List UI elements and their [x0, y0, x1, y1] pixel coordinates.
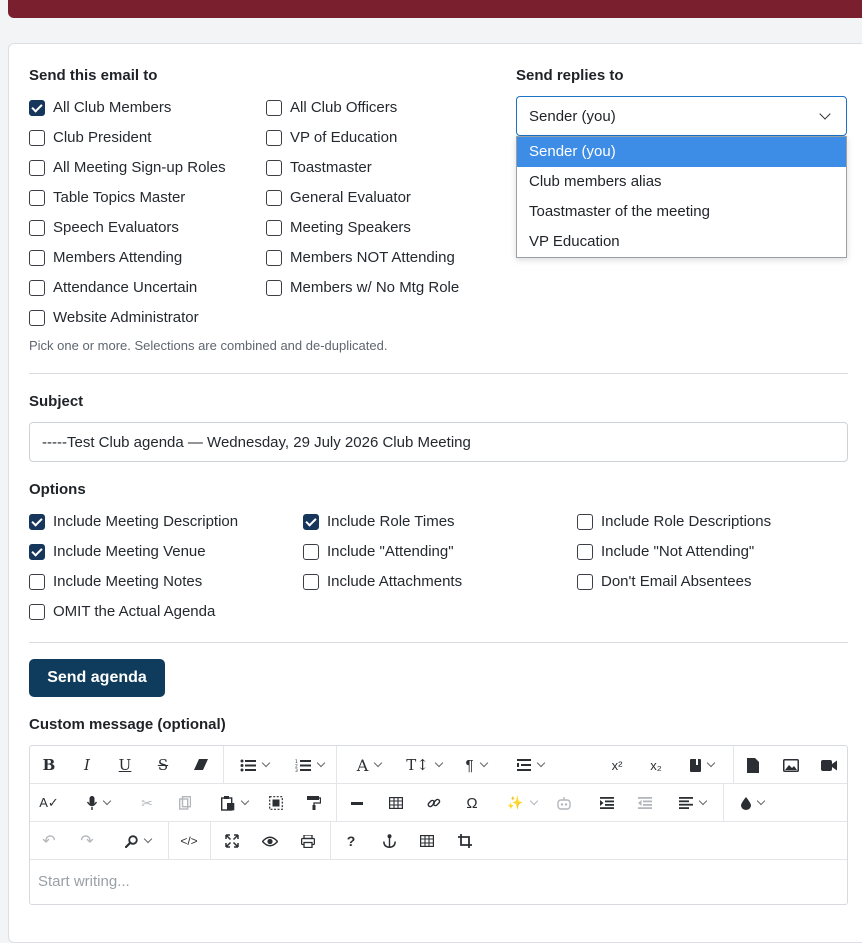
table-icon[interactable] [383, 784, 409, 822]
reply-option-club-members-alias[interactable]: Club members alias [529, 173, 662, 190]
option-don-t-email-absentees[interactable] [577, 573, 751, 590]
checkbox-label: VP of Education [290, 129, 398, 146]
option-include-attachments[interactable] [303, 573, 462, 590]
reply-to-selected-value: Sender (you) [529, 107, 616, 125]
checkbox[interactable] [29, 220, 45, 236]
checkbox-label: Include Meeting Venue [53, 543, 206, 560]
checkbox[interactable] [29, 574, 45, 590]
svg-text:2: 2 [294, 764, 298, 769]
checkbox-label: Include Attachments [327, 573, 463, 590]
recipient-vp-of-education[interactable] [266, 129, 397, 146]
checkbox[interactable] [577, 514, 593, 530]
recipient-table-topics-master[interactable] [29, 189, 185, 206]
bullet-list-icon[interactable] [230, 746, 278, 784]
recipient-club-president[interactable] [29, 129, 151, 146]
checkbox-label: Table Topics Master [53, 189, 186, 206]
checkbox[interactable] [266, 220, 282, 236]
checkbox-label: Members NOT Attending [290, 249, 455, 266]
checkbox[interactable] [29, 310, 45, 326]
checkbox[interactable] [29, 280, 45, 296]
checkbox[interactable] [266, 250, 282, 266]
checkbox[interactable] [29, 190, 45, 206]
horizontal-rule-icon[interactable] [344, 784, 370, 822]
paste-icon[interactable] [210, 784, 258, 822]
checkbox-label: General Evaluator [290, 189, 411, 206]
option-omit-the-actual-agenda[interactable] [29, 603, 215, 620]
bold-icon[interactable]: B [42, 756, 56, 774]
eraser-icon[interactable] [188, 746, 214, 784]
paragraph-icon[interactable]: ¶ [454, 746, 498, 784]
checkbox[interactable] [29, 514, 45, 530]
checkbox-label: All Club Officers [290, 99, 398, 116]
font-icon[interactable]: A [345, 746, 393, 784]
custom-message-label: Custom message (optional) [29, 716, 226, 733]
recipient-all-club-officers[interactable] [266, 99, 397, 116]
checkbox-label: Include Role Times [327, 513, 455, 530]
toolbar-row-1 [30, 746, 847, 784]
recipients-label: Send this email to [29, 67, 158, 84]
recipient-meeting-speakers[interactable] [266, 219, 411, 236]
recipient-members-w-no-mtg-role[interactable] [266, 279, 459, 296]
editor-placeholder[interactable]: Start writing... [38, 873, 130, 890]
microphone-icon[interactable] [74, 784, 122, 822]
find-icon[interactable] [114, 822, 162, 860]
copy-format-icon[interactable] [680, 746, 724, 784]
subject-label: Subject [29, 393, 84, 410]
reply-to-select[interactable] [516, 96, 847, 136]
checkbox-label: Attendance Uncertain [53, 279, 198, 296]
checkbox-label: Meeting Speakers [290, 219, 411, 236]
option-include-attending[interactable] [303, 543, 454, 560]
option-include-role-descriptions[interactable] [577, 513, 771, 530]
anchor-icon[interactable] [376, 822, 402, 860]
checkbox[interactable] [29, 604, 45, 620]
recipient-general-evaluator[interactable] [266, 189, 411, 206]
recipient-members-not-attending[interactable] [266, 249, 455, 266]
checkbox[interactable] [266, 100, 282, 116]
checkbox-label: OMIT the Actual Agenda [53, 603, 216, 620]
checkbox-label: Toastmaster [290, 159, 372, 176]
chevron-down-icon [819, 108, 830, 119]
option-include-not-attending[interactable] [577, 543, 754, 560]
option-include-role-times[interactable] [303, 513, 455, 530]
option-include-meeting-notes[interactable] [29, 573, 202, 590]
ai-bot-icon[interactable] [551, 784, 577, 822]
recipient-toastmaster[interactable] [266, 159, 372, 176]
checkbox-label: Speech Evaluators [53, 219, 179, 236]
divider [29, 373, 848, 374]
help-icon[interactable]: ? [346, 833, 356, 849]
underline-icon[interactable]: U [118, 756, 132, 774]
option-include-meeting-venue[interactable] [29, 543, 206, 560]
replies-label: Send replies to [516, 67, 624, 84]
recipients-hint: Pick one or more. Selections are combined and de-duplicated. [29, 338, 388, 353]
special-char-icon[interactable]: Ω [466, 794, 478, 812]
checkbox[interactable] [29, 250, 45, 266]
font-size-icon[interactable]: T↕ [400, 746, 448, 784]
reply-to-dropdown [516, 136, 847, 258]
recipient-speech-evaluators[interactable] [29, 219, 179, 236]
recipient-members-attending[interactable] [29, 249, 182, 266]
strikethrough-icon[interactable]: S [157, 756, 169, 774]
checkbox[interactable] [29, 130, 45, 146]
checkbox-label: Include Meeting Description [53, 513, 239, 530]
checkbox[interactable] [577, 574, 593, 590]
send-agenda-button[interactable]: Send agenda [29, 659, 165, 697]
format-painter-icon[interactable] [301, 784, 327, 822]
preview-icon[interactable] [257, 822, 283, 860]
checkbox-label: All Club Members [53, 99, 172, 116]
checkbox[interactable] [29, 160, 45, 176]
ai-assist-icon[interactable]: ✨ [498, 784, 546, 822]
options-label: Options [29, 481, 86, 498]
video-icon[interactable] [816, 746, 842, 784]
checkbox-label: Website Administrator [53, 309, 199, 326]
fullscreen-icon[interactable] [219, 822, 245, 860]
svg-text:3: 3 [294, 768, 298, 772]
italic-icon[interactable]: I [84, 756, 90, 774]
checkbox[interactable] [29, 100, 45, 116]
numbered-list-icon[interactable] [285, 746, 333, 784]
checkbox-label: Club President [53, 129, 152, 146]
reply-option-sender-you[interactable]: Sender (you) [517, 137, 846, 167]
checkbox[interactable] [303, 544, 319, 560]
option-include-meeting-description[interactable] [29, 513, 238, 530]
image-icon[interactable] [778, 746, 804, 784]
recipient-all-meeting-sign-up-roles[interactable] [29, 159, 226, 176]
subscript-icon[interactable]: x₂ [650, 757, 662, 773]
checkbox-label: Include "Not Attending" [601, 543, 755, 560]
checkbox-label: Members w/ No Mtg Role [290, 279, 460, 296]
select-all-icon[interactable] [263, 784, 289, 822]
file-icon[interactable] [740, 746, 766, 784]
indent-icon[interactable] [594, 784, 620, 822]
svg-text:1: 1 [294, 759, 298, 765]
checkbox[interactable] [266, 190, 282, 206]
undo-icon[interactable]: ↶ [42, 833, 56, 850]
divider [29, 642, 848, 643]
checkbox[interactable] [266, 280, 282, 296]
cut-icon[interactable]: ✂ [141, 794, 153, 811]
toolbar-row-3 [30, 822, 847, 860]
color-icon[interactable] [730, 784, 774, 822]
checkbox[interactable] [303, 514, 319, 530]
superscript-icon[interactable]: x² [611, 757, 623, 773]
outdent-icon[interactable] [632, 784, 658, 822]
print-icon[interactable] [295, 822, 321, 860]
spellcheck-icon[interactable]: A✓ [39, 795, 59, 810]
rich-text-editor [29, 745, 848, 905]
checkbox[interactable] [29, 544, 45, 560]
redo-icon[interactable]: ↷ [80, 833, 94, 850]
link-icon[interactable] [421, 784, 447, 822]
checkbox[interactable] [266, 130, 282, 146]
reply-option-toastmaster-of-the-meeting[interactable]: Toastmaster of the meeting [529, 203, 710, 220]
table-grid-icon[interactable] [414, 822, 440, 860]
checkbox[interactable] [303, 574, 319, 590]
recipient-website-administrator[interactable] [29, 309, 199, 326]
source-icon[interactable]: </> [180, 834, 198, 848]
checkbox-label: Include Meeting Notes [53, 573, 203, 590]
reply-option-vp-education[interactable]: VP Education [529, 233, 620, 250]
checkbox-label: Don't Email Absentees [601, 573, 752, 590]
recipient-attendance-uncertain[interactable] [29, 279, 197, 296]
crop-icon[interactable] [452, 822, 478, 860]
subject-value: -----Test Club agenda — Wednesday, 29 July 2026 Club Meeting [42, 433, 471, 451]
header-bar [8, 0, 862, 18]
align-icon[interactable] [668, 784, 716, 822]
line-height-icon[interactable] [506, 746, 554, 784]
checkbox[interactable] [577, 544, 593, 560]
checkbox-label: Members Attending [53, 249, 183, 266]
subject-input[interactable] [29, 422, 848, 462]
checkbox-label: All Meeting Sign-up Roles [53, 159, 226, 176]
checkbox-label: Include Role Descriptions [601, 513, 772, 530]
checkbox-label: Include "Attending" [327, 543, 454, 560]
toolbar-row-2 [30, 784, 847, 822]
recipient-all-club-members[interactable] [29, 99, 171, 116]
checkbox[interactable] [266, 160, 282, 176]
copy-icon[interactable] [172, 784, 198, 822]
